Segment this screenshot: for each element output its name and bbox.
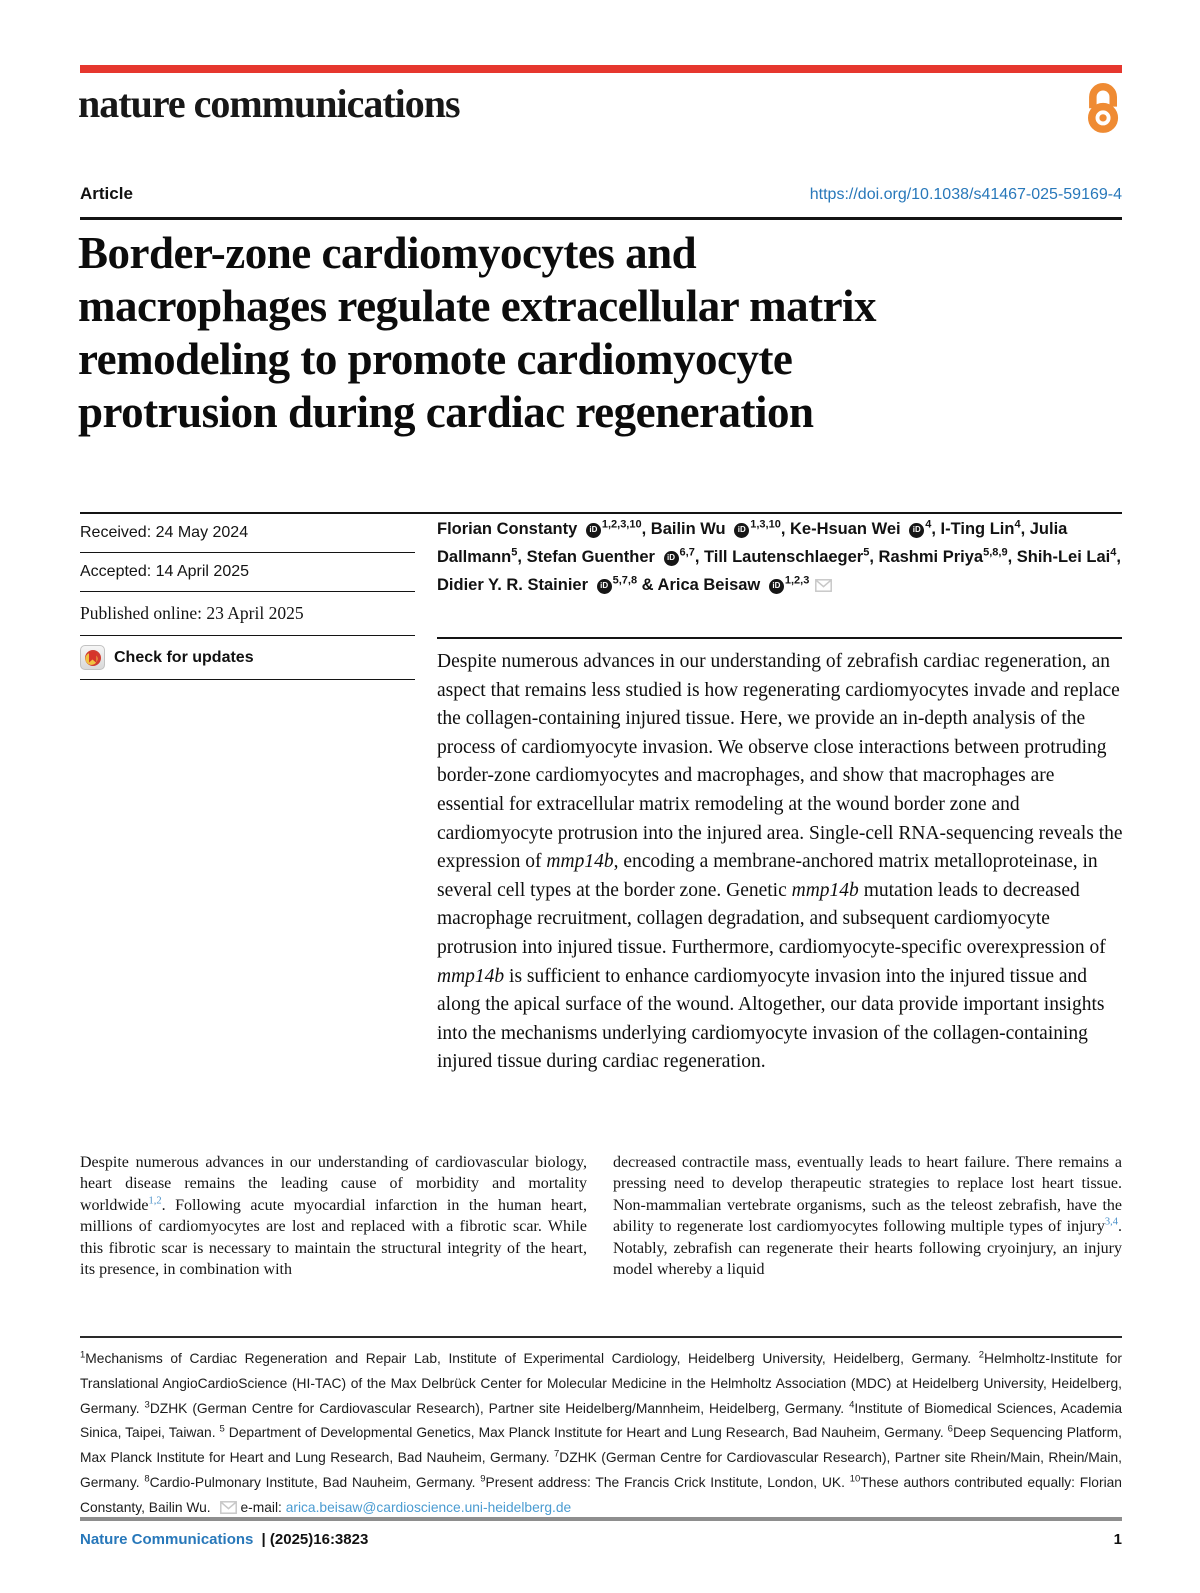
text-segment: is sufficient to enhance cardiomyocyte invasion into the injured tissue and along the apical surface of the wound. Altogether, our data provide important insights into the mechanisms underlying cardiomyocyte invasion of the collagen-containing injured tissue during cardiac regeneration.: [437, 965, 1105, 1073]
affiliation-superscript: 5,8,9: [983, 546, 1008, 559]
orcid-id-icon[interactable]: iD: [664, 551, 679, 566]
text-segment: , Stefan Guenther: [517, 548, 660, 566]
text-segment: Helmholtz-Institute for Translational AngioCardioScience (HI-TAC) of the Max Delbrück Center for Molecular Medicine in the Helmholtz Association (MDC) at Heidelberg University, Heidelberg, Germany.: [80, 1351, 1122, 1416]
text-segment: , Bailin Wu: [641, 520, 731, 538]
text-segment: decreased contractile mass, eventually leads to heart failure. There remains a pressing need to develop therapeutic strategies to replace lost heart tissue. Non-mammalian vertebrate organisms, such as the teleost zebrafish, have the ability to regenerate lost cardiomyocytes following multiple types of injury: [613, 1154, 1122, 1236]
received-date: Received: 24 May 2024: [80, 514, 415, 553]
text-segment: mmp14b: [791, 879, 859, 901]
text-segment: mutation leads to decreased macrophage recruitment, collagen degradation, and subsequent cardiomyocyte protrusion into injured tissue. Furthermore, cardiomyocyte-specific overexpression of: [437, 879, 1106, 958]
text-segment: , Ke-Hsuan Wei: [780, 520, 906, 538]
page-number: 1: [1113, 1531, 1122, 1548]
text-segment: DZHK (German Centre for Cardiovascular Research), Partner site Rhein/Main, Rhein/Main, Germany.: [80, 1450, 1123, 1490]
affiliation-superscript: 6,7: [679, 546, 695, 559]
crossmark-bookmark: [89, 652, 97, 663]
text-segment: mmp14b: [437, 965, 505, 987]
affiliation-superscript: 4: [1014, 518, 1021, 531]
footnote-top-rule: [80, 1336, 1122, 1338]
affiliation-superscript: 1,2,3: [784, 574, 810, 587]
text-segment: Despite numerous advances in our understanding of zebrafish cardiac regeneration, an aspect that remains less studied is how regenerating cardiomyocytes invade and replace the collagen-containing injured tissue. Here, we provide an in-depth analysis of the process of cardiomyocyte invasion. We observe close interactions between protruding border-zone cardiomyocytes and macrophages, and show that macrophages are essential for extracellular matrix remodeling at the wound border zone and cardiomyocyte protrusion into the injured area. Single-cell RNA-sequencing reveals the expression of: [437, 651, 1123, 873]
text-segment: Cardio-Pulmonary Institute, Bad Nauheim, Germany.: [149, 1474, 481, 1490]
orcid-id-icon[interactable]: iD: [586, 523, 601, 538]
affiliation-superscript: 5,7,8: [612, 574, 638, 587]
text-segment: Deep Sequencing Platform, Max Planck Institute for Heart and Lung Research, Bad Nauheim, Germany.: [80, 1425, 1122, 1466]
text-segment: . Following acute myocardial infarction in the human heart, millions of cardiomyocytes are lost and replaced with a fibrotic scar. While this fibrotic scar is necessary to maintain the structural integrity of the heart, its presence, in combination with: [80, 1196, 587, 1279]
text-segment: mmp14b: [546, 851, 614, 873]
affiliation-superscript: 6: [947, 1423, 953, 1435]
orcid-id-icon[interactable]: iD: [769, 579, 784, 594]
affiliation-superscript: 1,3,10: [750, 518, 781, 531]
journal-logo: nature communications: [78, 81, 460, 126]
crossmark-circle: [85, 650, 101, 666]
affiliation-superscript: 8: [144, 1473, 150, 1485]
text-segment: Department of Developmental Genetics, Max Planck Institute for Heart and Lung Research, Bad Nauheim, Germany.: [224, 1425, 948, 1441]
author-list: [437, 515, 1127, 601]
text-segment: , encoding a membrane-anchored matrix metalloproteinase, in several cell types at the border zone. Genetic: [437, 851, 1098, 901]
footer-citation-group: [80, 1531, 368, 1548]
orcid-id-icon[interactable]: iD: [597, 579, 612, 594]
text-segment: Despite numerous advances in our understanding of cardiovascular biology, heart disease remains the leading cause of morbidity and mortality worldwide: [80, 1154, 587, 1214]
text-segment: Institute of Biomedical Sciences, Academia Sinica, Taipei, Taiwan.: [80, 1400, 1122, 1441]
doi-link[interactable]: https://doi.org/10.1038/s41467-025-59169-4: [809, 186, 1122, 203]
affiliation-superscript: 3: [144, 1399, 150, 1410]
text-segment: . Notably, zebrafish can regenerate their hearts following cryoinjury, an injury model whereby a liquid: [613, 1218, 1122, 1279]
page-footer: [80, 1531, 1122, 1548]
check-for-updates-label: Check for updates: [114, 648, 254, 666]
abstract-top-rule: [437, 637, 1122, 639]
text-segment: These authors contributed equally: Florian Constanty, Bailin Wu.: [80, 1474, 1122, 1515]
title-line: remodeling to promote cardiomyocyte: [78, 334, 793, 384]
title-top-rule: [80, 217, 1122, 220]
text-segment: , Julia Dallmann: [437, 520, 1068, 566]
intro-column-right: [613, 1152, 1122, 1280]
footer-rule: [80, 1517, 1122, 1521]
title-line: protrusion during cardiac regeneration: [78, 387, 814, 437]
affiliation-superscript: 5: [219, 1423, 225, 1435]
footer-journal-link[interactable]: Nature Communications: [80, 1531, 254, 1548]
affiliation-superscript: 1: [80, 1349, 86, 1361]
affiliation-superscript: 4: [1110, 546, 1117, 559]
text-segment: , Shih-Lei Lai: [1007, 548, 1111, 566]
title-line: Border-zone cardiomyocytes and: [78, 228, 697, 278]
brand-color-bar: [80, 65, 1122, 73]
affiliation-superscript: 7: [553, 1448, 560, 1460]
reference-superscript[interactable]: 3,4: [1104, 1216, 1118, 1228]
email-link[interactable]: arica.beisaw@cardioscience.uni-heidelberg.de: [285, 1499, 572, 1515]
reference-superscript[interactable]: 1,2: [148, 1195, 162, 1207]
affiliations-footnote: [80, 1347, 1122, 1523]
text-segment: Florian Constanty: [437, 520, 582, 538]
text-segment: & Arica Beisaw: [637, 576, 765, 594]
accepted-date: Accepted: 14 April 2025: [80, 553, 415, 592]
title-line: macrophages regulate extracellular matrix: [78, 281, 877, 331]
footer-citation: | (2025)16:3823: [261, 1531, 369, 1548]
text-segment: , Rashmi Priya: [869, 548, 984, 566]
text-segment: , I-Ting Lin: [931, 520, 1015, 538]
affiliation-superscript: 4: [849, 1399, 855, 1410]
affiliation-superscript: 1,2,3,10: [601, 518, 642, 531]
article-info-panel: [80, 514, 415, 680]
abstract-text: [437, 648, 1125, 1077]
page-title: [78, 227, 1128, 439]
affiliation-superscript: 4: [925, 518, 932, 531]
text-segment: , Till Lautenschlaeger: [694, 548, 864, 566]
intro-column-left: [80, 1152, 587, 1280]
text-segment: Present address: The Francis Crick Institute, London, UK.: [485, 1474, 850, 1490]
affiliation-superscript: 10: [849, 1473, 861, 1485]
published-date: Published online: 23 April 2025: [80, 592, 415, 636]
affiliation-superscript: 2: [978, 1349, 985, 1361]
article-header-row: [80, 184, 1122, 204]
affiliation-superscript: 5: [863, 546, 870, 559]
text-segment: , Didier Y. R. Stainier: [437, 548, 1121, 594]
envelope-icon[interactable]: [815, 578, 832, 596]
text-segment: DZHK (German Centre for Cardiovascular Research), Partner site Heidelberg/Mannheim, Heidelberg, Germany.: [149, 1400, 850, 1416]
article-type-label: Article: [80, 184, 133, 203]
affiliation-superscript: 5: [511, 546, 518, 559]
open-access-lock-glyph: [1081, 76, 1124, 134]
crossmark-icon: [80, 645, 105, 670]
open-access-icon: [1081, 76, 1124, 134]
orcid-id-icon[interactable]: iD: [734, 523, 749, 538]
envelope-icon[interactable]: [220, 1502, 237, 1517]
check-for-updates-button[interactable]: [80, 636, 415, 680]
text-segment: e-mail:: [240, 1499, 286, 1515]
text-segment: Mechanisms of Cardiac Regeneration and Repair Lab, Institute of Experimental Cardiology, Heidelberg University, Heidelberg, Germany.: [85, 1351, 979, 1366]
orcid-id-icon[interactable]: iD: [909, 523, 924, 538]
affiliation-superscript: 9: [480, 1473, 486, 1485]
